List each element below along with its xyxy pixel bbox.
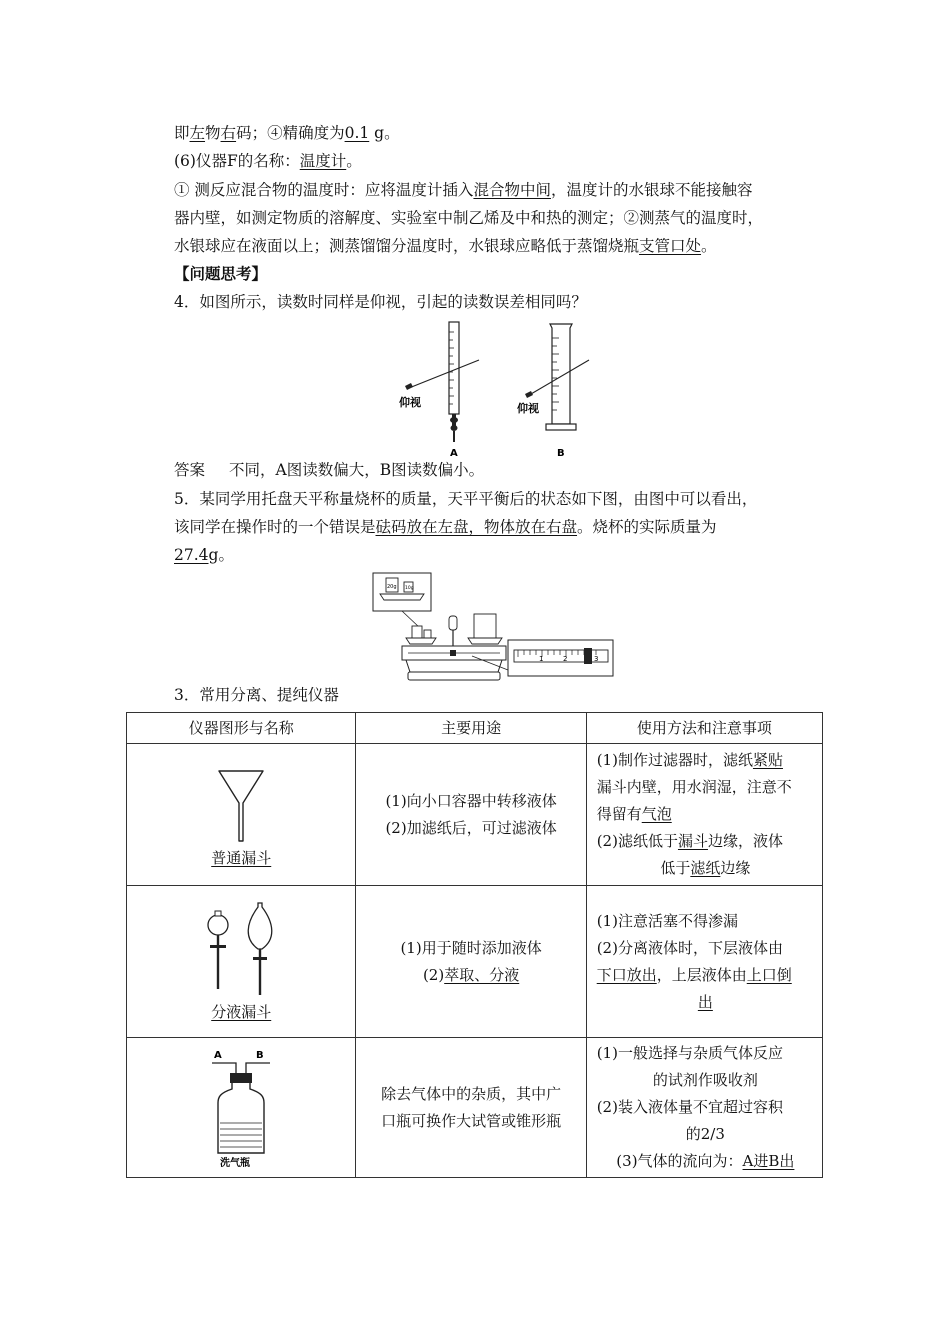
- section-3-heading: 3．常用分离、提纯仪器: [174, 686, 339, 704]
- use-line: 口瓶可换作大试管或锥形瓶: [381, 1111, 562, 1130]
- funnel-use: [356, 744, 586, 886]
- use-line: (2)萃取、分液: [422, 965, 520, 984]
- text-line-4: 器内壁，如测定物质的溶解度、实验室中制乙烯及中和热的测定；②测蒸气的温度时，: [174, 209, 764, 227]
- scale-2: 2: [563, 655, 568, 663]
- tube-label-a: A: [214, 1049, 222, 1061]
- text-line-1: 即左物右码；④精确度为0.1 g。: [174, 124, 400, 142]
- eye-icon-b: [525, 391, 533, 398]
- funnel-icon: [211, 767, 271, 843]
- header-notes: 使用方法和注意事项: [586, 713, 822, 744]
- funnel-notes: [586, 744, 822, 886]
- note-line: 低于滤纸边缘: [660, 859, 751, 877]
- rider-icon: [584, 648, 592, 664]
- question-5-line-2: 该同学在操作时的一个错误是砝码放在左盘，物体放在右盘。烧杯的实际质量为: [174, 518, 717, 536]
- gas-washing-bottle-icon: [206, 1047, 276, 1169]
- use-line: 除去气体中的杂质，其中广: [381, 1084, 562, 1103]
- text-line-5: 水银球应在液面以上；测蒸馏馏分温度时，水银球应略低于蒸馏烧瓶支管口处。: [174, 237, 717, 255]
- scale-3: 3: [594, 655, 599, 663]
- section-heading-questions: 【问题思考】: [174, 264, 268, 283]
- question-5-line-3: 27.4g。: [174, 546, 234, 564]
- note-line: (2)滤纸低于漏斗边缘，液体: [596, 832, 783, 850]
- gas-bottle-notes: [586, 1038, 822, 1178]
- note-line: (1)制作过滤器时，滤纸紧贴: [596, 751, 783, 769]
- label-a: A: [450, 448, 458, 459]
- funnel-cell: [127, 744, 356, 886]
- use-line: (2)加滤纸后，可过滤液体: [385, 818, 557, 837]
- note-line: 下口放出，上层液体由上口倒: [596, 965, 792, 984]
- funnel-name: 普通漏斗: [211, 849, 272, 867]
- note-line: (1)一般选择与杂质气体反应: [596, 1044, 783, 1062]
- sep-funnel-use: [356, 886, 586, 1038]
- weight-20g: 20g: [387, 584, 397, 590]
- gas-bottle-cell: [127, 1038, 356, 1178]
- note-line: (1)注意活塞不得渗漏: [596, 911, 738, 930]
- separatory-funnel-icon: [196, 899, 286, 999]
- gas-bottle-name: 洗气瓶: [220, 1157, 251, 1169]
- label-look-up-b: 仰视: [517, 402, 539, 415]
- table-row: [127, 744, 823, 886]
- note-line: (2)分离液体时，下层液体由: [596, 938, 783, 957]
- weight-10g: 10g: [405, 586, 414, 591]
- note-line: 出: [697, 992, 713, 1011]
- label-look-up-a: 仰视: [399, 396, 421, 409]
- header-instrument: 仪器图形与名称: [127, 713, 356, 744]
- scale-1: 1: [539, 655, 544, 663]
- burette-icon: [449, 322, 459, 442]
- note-line: 漏斗内壁，用水润湿，注意不: [596, 778, 792, 796]
- text-line-3: ① 测反应混合物的温度时：应将温度计插入混合物中间，温度计的水银球不能接触容: [174, 181, 753, 199]
- sep-funnel-cell: [127, 886, 356, 1038]
- reading-figure: [395, 316, 605, 460]
- eye-icon: [405, 383, 413, 390]
- use-line: (1)向小口容器中转移液体: [385, 791, 557, 810]
- note-line: (2)装入液体量不宜超过容积: [596, 1098, 783, 1116]
- instrument-table: [126, 712, 823, 1178]
- question-5-line-1: 5．某同学用托盘天平称量烧杯的质量，天平平衡后的状态如下图，由图中可以看出，: [174, 490, 758, 508]
- sep-funnel-notes: [586, 886, 822, 1038]
- table-row: [127, 1038, 823, 1178]
- text-line-2: (6)仪器F的名称：温度计。: [174, 152, 362, 170]
- tube-label-b: B: [256, 1049, 264, 1061]
- table-row: [127, 886, 823, 1038]
- header-use: 主要用途: [356, 713, 586, 744]
- sep-funnel-name: 分液漏斗: [211, 1003, 272, 1021]
- question-4: 4．如图所示，读数时同样是仰视，引起的读数误差相同吗？: [174, 293, 587, 311]
- note-line: 得留有气泡: [596, 805, 672, 823]
- label-b: B: [557, 448, 565, 459]
- balance-figure: [372, 570, 616, 688]
- note-line: (3)气体的流向为：A进B出: [616, 1152, 795, 1170]
- note-line: 的试剂作吸收剂: [652, 1071, 758, 1089]
- use-line: (1)用于随时添加液体: [400, 938, 542, 957]
- gas-bottle-use: [356, 1038, 586, 1178]
- note-line: 的2/3: [685, 1125, 725, 1143]
- table-header-row: [127, 713, 823, 744]
- answer-line: 答案 不同，A图读数偏大，B图读数偏小。: [174, 461, 485, 479]
